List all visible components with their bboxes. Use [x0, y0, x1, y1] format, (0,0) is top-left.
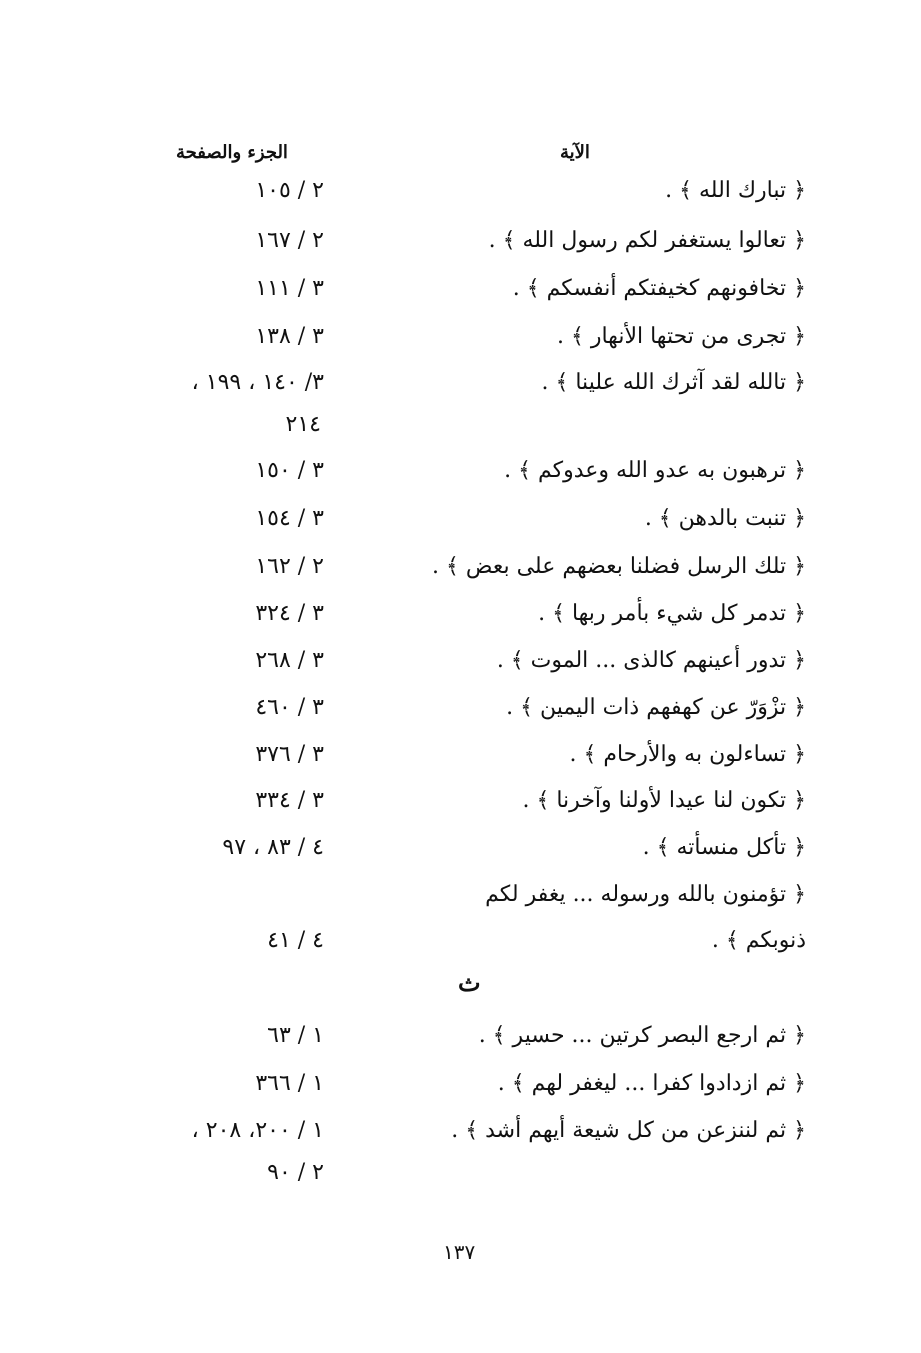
verse-entry: ﴿ ترهبون به عدو الله وعدوكم ﴾ .	[504, 458, 806, 483]
page-number: ١٣٧	[443, 1240, 476, 1264]
ref-entry: ٣ / ٢٦٨	[255, 648, 324, 673]
verse-entry: ﴿ تعالوا يستغفر لكم رسول الله ﴾ .	[488, 228, 806, 253]
ref-entry: ٤ / ٨٣ ، ٩٧	[222, 835, 324, 860]
ref-entry: ٣ / ٣٧٦	[255, 742, 324, 767]
verse-entry: ﴿ تجرى من تحتها الأنهار ﴾ .	[556, 324, 806, 349]
verse-entry: ﴿ تدور أعينهم كالذى ... الموت ﴾ .	[496, 648, 806, 673]
verse-entry: ﴿ ثم ارجع البصر كرتين ... حسير ﴾ .	[478, 1023, 806, 1048]
ref-entry: ٣ / ٤٦٠	[255, 695, 324, 720]
verse-entry: ﴿ تزْوَرّ عن كهفهم ذات اليمين ﴾ .	[506, 695, 806, 720]
ref-entry: ٣ / ١٥٤	[255, 506, 324, 531]
verse-entry: ﴿ تخافونهم كخيفتكم أنفسكم ﴾ .	[512, 276, 806, 301]
ref-column-header: الجزء والصفحة	[176, 142, 288, 163]
verse-entry: ﴿ ثم لننزعن من كل شيعة أيهم أشد ﴾ .	[451, 1118, 806, 1143]
ref-entry: ٣ / ١٥٠	[255, 458, 324, 483]
verse-entry: ﴿ تلك الرسل فضلنا بعضهم على بعض ﴾ .	[432, 554, 806, 579]
ref-entry: ٣ / ٣٣٤	[255, 788, 324, 813]
ref-entry: ٢ / ١٦٧	[255, 228, 324, 253]
verse-entry: ﴿ ثم ازدادوا كفرا ... ليغفر لهم ﴾ .	[497, 1071, 806, 1096]
verse-entry: ﴿ تأكل منسأته ﴾ .	[642, 835, 806, 860]
verse-entry-continuation: ذنوبكم ﴾ .	[711, 928, 806, 953]
verse-entry: ﴿ تساءلون به والأرحام ﴾ .	[569, 742, 806, 767]
section-letter: ث	[458, 968, 481, 997]
ref-entry: ٣/ ١٤٠ ، ١٩٩ ،	[191, 370, 324, 395]
ref-entry: ١ / ٣٦٦	[255, 1071, 324, 1096]
ref-entry: ٣ / ٣٢٤	[255, 601, 324, 626]
ref-entry: ٣ / ١٣٨	[255, 324, 324, 349]
verse-entry: ﴿ تؤمنون بالله ورسوله ... يغفر لكم	[485, 882, 806, 907]
verse-entry: ﴿ تنبت بالدهن ﴾ .	[644, 506, 806, 531]
ref-entry: ٢ / ١٠٥	[255, 178, 324, 203]
verse-entry: ﴿ تبارك الله ﴾ .	[665, 178, 806, 203]
verse-entry: ﴿ تكون لنا عيدا لأولنا وآخرنا ﴾ .	[522, 788, 806, 813]
ref-entry: ٣ / ١١١	[255, 276, 324, 301]
ref-entry: ٢ / ١٦٢	[255, 554, 324, 579]
ref-entry: ١ / ٦٣	[267, 1023, 324, 1048]
ref-entry-continuation: ٢ / ٩٠	[267, 1160, 324, 1185]
ref-entry: ١ / ٢٠٠، ٢٠٨ ،	[191, 1118, 324, 1143]
verse-column-header: الآية	[560, 142, 590, 163]
verse-entry: ﴿ تالله لقد آثرك الله علينا ﴾ .	[541, 370, 806, 395]
ref-entry-continuation: ٢١٤	[285, 412, 321, 437]
ref-entry: ٤ / ٤١	[267, 928, 324, 953]
verse-entry: ﴿ تدمر كل شيء بأمر ربها ﴾ .	[538, 601, 806, 626]
